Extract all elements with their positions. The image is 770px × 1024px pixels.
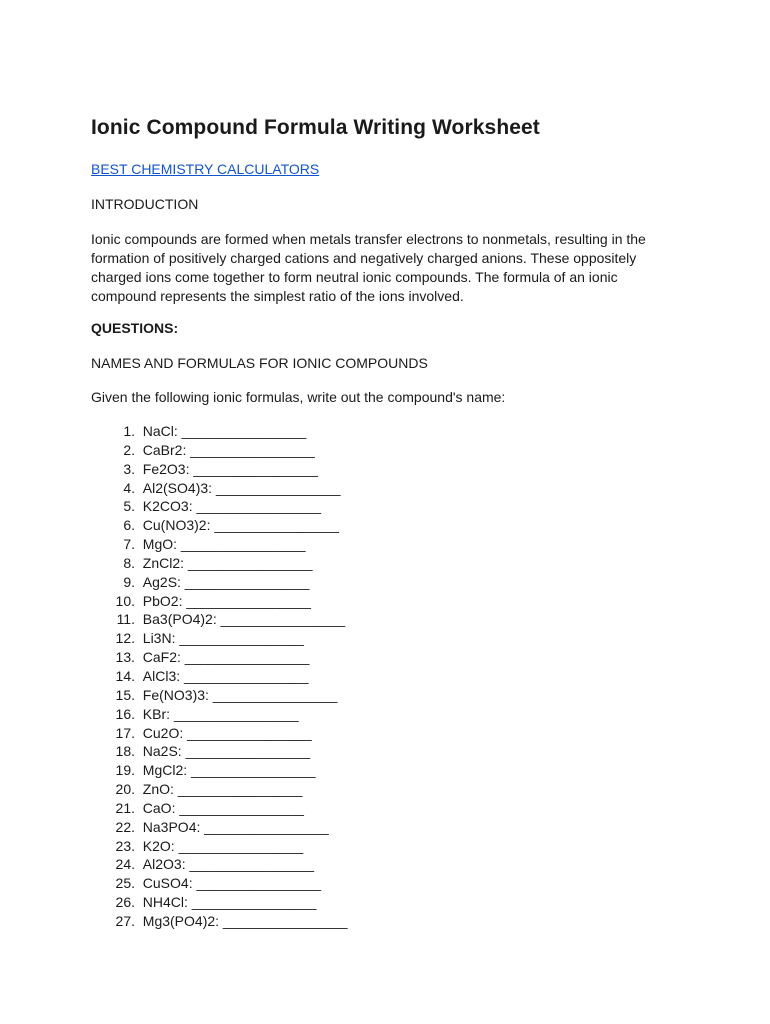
question-text: ZnO: ________________	[142, 781, 303, 798]
question-text: CaBr2: ________________	[142, 441, 315, 458]
question-number: 3.	[123, 460, 135, 477]
question-number: 16.	[115, 705, 135, 722]
question-text: CuSO4: ________________	[142, 875, 322, 892]
question-number: 10.	[115, 592, 135, 609]
question-text: Fe2O3: ________________	[142, 460, 318, 477]
question-number: 6.	[123, 517, 135, 534]
intro-line: formation of positively charged cations and negatively charged anions. These oppositely	[91, 250, 637, 266]
question-text: Ba3(PO4)2: ________________	[142, 611, 346, 628]
question-text: MgO: ________________	[142, 536, 306, 553]
question-number: 8.	[123, 554, 135, 571]
question-item	[91, 460, 348, 479]
question-item	[91, 648, 348, 667]
question-item	[91, 742, 348, 761]
calculators-link[interactable]: BEST CHEMISTRY CALCULATORS	[91, 161, 320, 177]
question-text: Ag2S: ________________	[142, 573, 310, 590]
question-number: 12.	[115, 630, 135, 647]
question-item	[91, 516, 348, 535]
question-item	[91, 592, 348, 611]
question-item	[91, 610, 348, 629]
question-number: 23.	[115, 837, 135, 854]
question-item	[91, 761, 348, 780]
question-number: 7.	[123, 536, 135, 553]
question-number: 5.	[123, 498, 135, 515]
question-text: Na3PO4: ________________	[142, 818, 329, 835]
question-text: ZnCl2: ________________	[142, 554, 313, 571]
question-number: 26.	[115, 894, 135, 911]
question-text: K2CO3: ________________	[142, 498, 322, 515]
question-text: Li3N: ________________	[142, 630, 304, 647]
instruction-text: Given the following ionic formulas, write out the compound's name:	[91, 389, 506, 405]
question-item	[91, 818, 348, 837]
question-text: KBr: ________________	[142, 705, 299, 722]
question-text: Mg3(PO4)2: ________________	[142, 912, 348, 929]
question-text: Cu2O: ________________	[142, 724, 312, 741]
question-text: PbO2: ________________	[142, 592, 311, 609]
question-item	[91, 855, 348, 874]
question-item	[91, 535, 348, 554]
question-text: NaCl: ________________	[142, 423, 307, 439]
question-item	[91, 837, 348, 856]
question-number: 24.	[115, 856, 135, 873]
question-item	[91, 479, 348, 498]
intro-heading: INTRODUCTION	[91, 196, 199, 212]
question-item	[91, 912, 348, 931]
question-item	[91, 780, 348, 799]
question-item	[91, 705, 348, 724]
question-text: Cu(NO3)2: ________________	[142, 517, 339, 534]
question-item	[91, 893, 348, 912]
question-text: Al2O3: ________________	[142, 856, 315, 873]
intro-line: Ionic compounds are formed when metals transfer electrons to nonmetals, resulting in the	[91, 231, 646, 247]
intro-paragraph	[91, 230, 651, 306]
question-item	[91, 799, 348, 818]
question-item	[91, 441, 348, 460]
question-item	[91, 422, 348, 441]
section-subheading: NAMES AND FORMULAS FOR IONIC COMPOUNDS	[91, 355, 428, 371]
question-text: NH4Cl: ________________	[142, 894, 317, 911]
question-number: 17.	[115, 724, 135, 741]
question-number: 15.	[115, 686, 135, 703]
question-item	[91, 629, 348, 648]
question-number: 2.	[123, 441, 135, 458]
question-item	[91, 686, 348, 705]
question-text: Al2(SO4)3: ________________	[142, 479, 341, 496]
question-number: 27.	[115, 912, 135, 929]
question-number: 9.	[123, 573, 135, 590]
question-number: 11.	[116, 611, 135, 628]
question-number: 4.	[123, 479, 135, 496]
question-item	[91, 573, 348, 592]
question-text: Fe(NO3)3: ________________	[142, 686, 338, 703]
question-text: Na2S: ________________	[142, 743, 311, 760]
intro-line: compound represents the simplest ratio of the ions involved.	[91, 288, 464, 304]
question-number: 21.	[115, 799, 135, 816]
question-text: AlCl3: ________________	[142, 667, 309, 684]
question-number: 18.	[115, 743, 135, 760]
question-text: MgCl2: ________________	[142, 762, 316, 779]
question-number: 1.	[123, 423, 135, 439]
question-list	[91, 422, 348, 931]
question-item	[91, 667, 348, 686]
question-item	[91, 874, 348, 893]
question-text: CaO: ________________	[142, 799, 304, 816]
question-item	[91, 497, 348, 516]
question-number: 25.	[115, 875, 135, 892]
question-number: 20.	[115, 781, 135, 798]
question-number: 19.	[115, 762, 135, 779]
questions-heading: QUESTIONS:	[91, 320, 179, 336]
question-text: K2O: ________________	[142, 837, 304, 854]
page-title: Ionic Compound Formula Writing Worksheet	[91, 116, 540, 139]
question-text: CaF2: ________________	[142, 649, 310, 666]
question-number: 13.	[115, 649, 135, 666]
question-item	[91, 724, 348, 743]
question-number: 22.	[115, 818, 135, 835]
question-number: 14.	[115, 667, 135, 684]
question-item	[91, 554, 348, 573]
intro-line: charged ions come together to form neutral ionic compounds. The formula of an ionic	[91, 269, 618, 285]
